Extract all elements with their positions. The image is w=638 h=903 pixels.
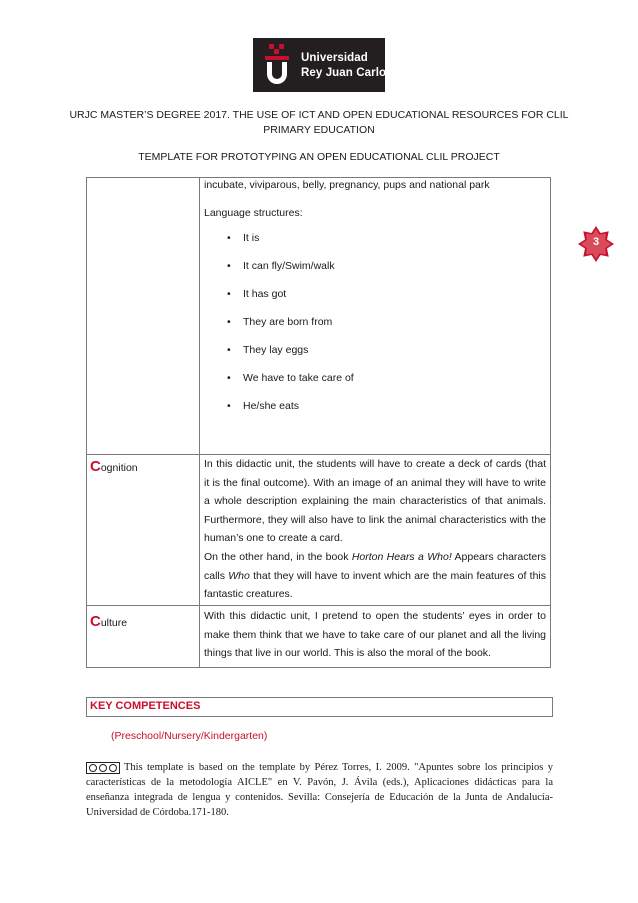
vocabulary-line: incubate, viviparous, belly, pregnancy, pups and national park <box>204 179 490 191</box>
logo-line-1: Universidad <box>301 52 368 64</box>
template-attribution: This template is based on the template by Pérez Torres, I. 2009. "Apuntes sobre los principios y características de la metodología AICLE" en V. Pavón, J. Ávila (eds.), Aplicaciones didácticas para la enseñanza integrada de lengua y contenidos. Sevilla: Consejería de Educación de la Junta de Andalucía-Universidad de Córdoba.171-180. <box>86 762 553 818</box>
header-title-line-1: URJC MASTER’S DEGREE 2017. THE USE OF ICT AND OPEN EDUCATIONAL RESOURCES FOR CLIL <box>69 109 569 121</box>
cognition-paragraph-2: On the other hand, in the book Horton Hears a Who! Appears characters calls Who that they will have to invent which are the main features of this fantastic creatures. <box>204 551 546 600</box>
header-title-line-2: PRIMARY EDUCATION <box>263 124 375 136</box>
culture-paragraph: With this didactic unit, I pretend to open the students’ eyes in order to make them think that we have to take care of our planet and all the living things that live in our world. This is also the moral of the book. <box>204 610 546 659</box>
template-title: TEMPLATE FOR PROTOTYPING AN OPEN EDUCATIONAL CLIL PROJECT <box>138 151 500 163</box>
cognition-label: Cognition <box>90 458 138 475</box>
university-logo <box>253 38 393 92</box>
cognition-paragraph-1: In this didactic unit, the students will have to create a deck of cards (that it is the final outcome). With an image of an animal they will have to write a whole description explaining the main characteristics of that animals. Furthermore, they will also have to link the animal characteristics with the human’s one to create a card. <box>204 458 546 544</box>
page-number: 3 <box>592 236 600 248</box>
key-competences-subtitle: (Preschool/Nursery/Kindergarten) <box>111 730 268 742</box>
language-structures-label: Language structures: <box>204 207 303 219</box>
urjc-emblem-icon <box>263 44 291 86</box>
key-competences-title: KEY COMPETENCES <box>90 700 201 712</box>
culture-label: Culture <box>90 613 128 630</box>
book-title: Horton Hears a Who! <box>351 551 452 563</box>
logo-line-2: Rey Juan Carlos <box>301 67 393 79</box>
